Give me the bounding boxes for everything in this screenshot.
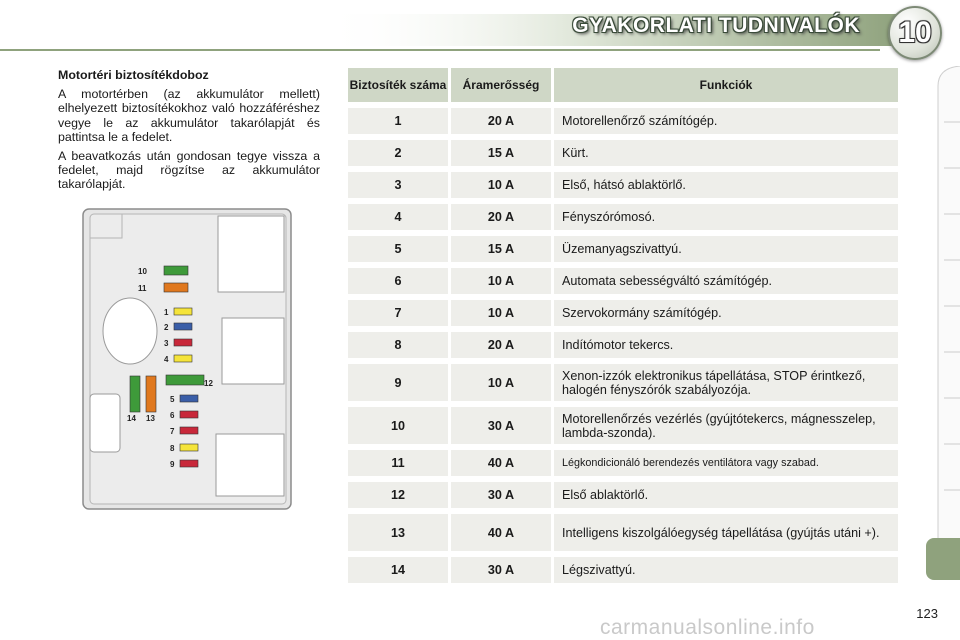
side-slot	[90, 394, 120, 452]
table-row	[348, 450, 898, 476]
fuse-label-4: 4	[164, 355, 169, 364]
table-row	[348, 514, 898, 551]
fuse-amperage: 20 A	[451, 108, 551, 134]
fuse-number: 13	[348, 514, 448, 551]
table-row	[348, 172, 898, 198]
fuse-7	[180, 427, 198, 434]
fuse-number: 10	[348, 407, 448, 444]
fuse-function: Első, hátsó ablaktörlő.	[554, 172, 898, 198]
fuse-function: Légkondicionáló berendezés ventilátora vagy szabad.	[554, 450, 898, 476]
table-row	[348, 300, 898, 326]
fuse-function: Xenon-izzók elektronikus tápellátása, STOP érintkező, halogén fényszórók szabályozója.	[554, 364, 898, 401]
table-row	[348, 140, 898, 166]
fuse-table	[345, 62, 901, 589]
fuse-amperage: 30 A	[451, 482, 551, 508]
page-title: GYAKORLATI TUDNIVALÓK	[572, 14, 860, 37]
fuse-number: 7	[348, 300, 448, 326]
fuse-amperage: 10 A	[451, 300, 551, 326]
fuse-number: 5	[348, 236, 448, 262]
thumb-index	[932, 66, 960, 576]
thumb-tab-active[interactable]	[926, 538, 960, 580]
table-header-row	[348, 68, 898, 102]
fuse-number: 9	[348, 364, 448, 401]
table-row	[348, 332, 898, 358]
fuse-function: Üzemanyagszivattyú.	[554, 236, 898, 262]
fuse-function: Automata sebességváltó számítógép.	[554, 268, 898, 294]
fuse-amperage: 30 A	[451, 557, 551, 583]
relay-slot-top	[218, 216, 284, 292]
fuse-box-diagram	[82, 208, 292, 510]
fuse-amperage: 40 A	[451, 514, 551, 551]
relay-slot-bottom	[216, 434, 284, 496]
table-row	[348, 557, 898, 583]
table-row	[348, 268, 898, 294]
table-row	[348, 482, 898, 508]
fuse-function: Első ablaktörlő.	[554, 482, 898, 508]
section-heading: Motortéri biztosítékdoboz	[58, 68, 209, 82]
fuse-label-11: 11	[138, 284, 147, 293]
fuse-function: Fényszórómosó.	[554, 204, 898, 230]
fuse-number: 1	[348, 108, 448, 134]
fuse-9	[180, 460, 198, 467]
header-functions: Funkciók	[554, 68, 898, 102]
fuse-number: 11	[348, 450, 448, 476]
relay-slot-middle	[222, 318, 284, 384]
fuse-number: 2	[348, 140, 448, 166]
fuse-amperage: 30 A	[451, 407, 551, 444]
fuse-13	[146, 376, 156, 412]
fuse-label-14: 14	[127, 414, 136, 423]
fuse-amperage: 15 A	[451, 236, 551, 262]
table-row	[348, 108, 898, 134]
fuse-amperage: 10 A	[451, 364, 551, 401]
fuse-number: 6	[348, 268, 448, 294]
fuse-amperage: 20 A	[451, 204, 551, 230]
fuse-function: Indítómotor tekercs.	[554, 332, 898, 358]
fuse-label-9: 9	[170, 460, 175, 469]
table-row	[348, 364, 898, 401]
fuse-function: Szervokormány számítógép.	[554, 300, 898, 326]
fuse-label-8: 8	[170, 444, 175, 453]
fuse-label-5: 5	[170, 395, 175, 404]
round-opening	[103, 298, 157, 364]
fuse-11	[164, 283, 188, 292]
fuse-function: Intelligens kiszolgálóegység tápellátása (gyújtás utáni +).	[554, 514, 898, 551]
paragraph-refit: A beavatkozás után gondosan tegye vissza a fedelet, majd rögzítse az akkumulátor takarólapját.	[58, 149, 320, 192]
fuse-amperage: 40 A	[451, 450, 551, 476]
fuse-label-7: 7	[170, 427, 175, 436]
fuse-12	[166, 375, 204, 385]
header-fuse-number: Biztosíték száma	[348, 68, 448, 102]
fuse-8	[180, 444, 198, 451]
fuse-amperage: 15 A	[451, 140, 551, 166]
page-number: 123	[916, 606, 938, 621]
fuse-amperage: 10 A	[451, 268, 551, 294]
fuse-3	[174, 339, 192, 346]
fuse-number: 4	[348, 204, 448, 230]
header-bar	[0, 0, 960, 62]
intro-text	[58, 68, 320, 197]
fuse-5	[180, 395, 198, 402]
table-row	[348, 204, 898, 230]
fuse-label-2: 2	[164, 323, 169, 332]
fuse-function: Motorellenőrzés vezérlés (gyújtótekercs, mágnesszelep, lambda-szonda).	[554, 407, 898, 444]
fuse-1	[174, 308, 192, 315]
fuse-number: 3	[348, 172, 448, 198]
fuse-6	[180, 411, 198, 418]
fuse-label-3: 3	[164, 339, 169, 348]
fuse-label-12: 12	[204, 379, 213, 388]
chapter-number: 10	[898, 16, 932, 49]
thumb-index-outline	[932, 66, 960, 576]
fuse-label-1: 1	[164, 308, 169, 317]
fuse-10	[164, 266, 188, 275]
fuse-function: Motorellenőrző számítógép.	[554, 108, 898, 134]
watermark: carmanualsonline.info	[600, 616, 815, 639]
fuse-14	[130, 376, 140, 412]
fuse-label-10: 10	[138, 267, 147, 276]
fuse-number: 14	[348, 557, 448, 583]
fuse-label-6: 6	[170, 411, 175, 420]
fuse-label-13: 13	[146, 414, 155, 423]
fuse-function: Kürt.	[554, 140, 898, 166]
table-row	[348, 236, 898, 262]
header-amperage: Áramerősség	[451, 68, 551, 102]
fuse-amperage: 10 A	[451, 172, 551, 198]
paragraph-access: A motortérben (az akkumulátor mellett) elhelyezett biztosítékokhoz való hozzáféréshez vegye le az akkumulátor takarólapját és pattintsa le a fedelet.	[58, 87, 320, 144]
fuse-2	[174, 323, 192, 330]
table-row	[348, 407, 898, 444]
chapter-badge	[888, 6, 942, 60]
fuse-number: 8	[348, 332, 448, 358]
fuse-4	[174, 355, 192, 362]
fuse-function: Légszivattyú.	[554, 557, 898, 583]
fuse-number: 12	[348, 482, 448, 508]
fuse-amperage: 20 A	[451, 332, 551, 358]
